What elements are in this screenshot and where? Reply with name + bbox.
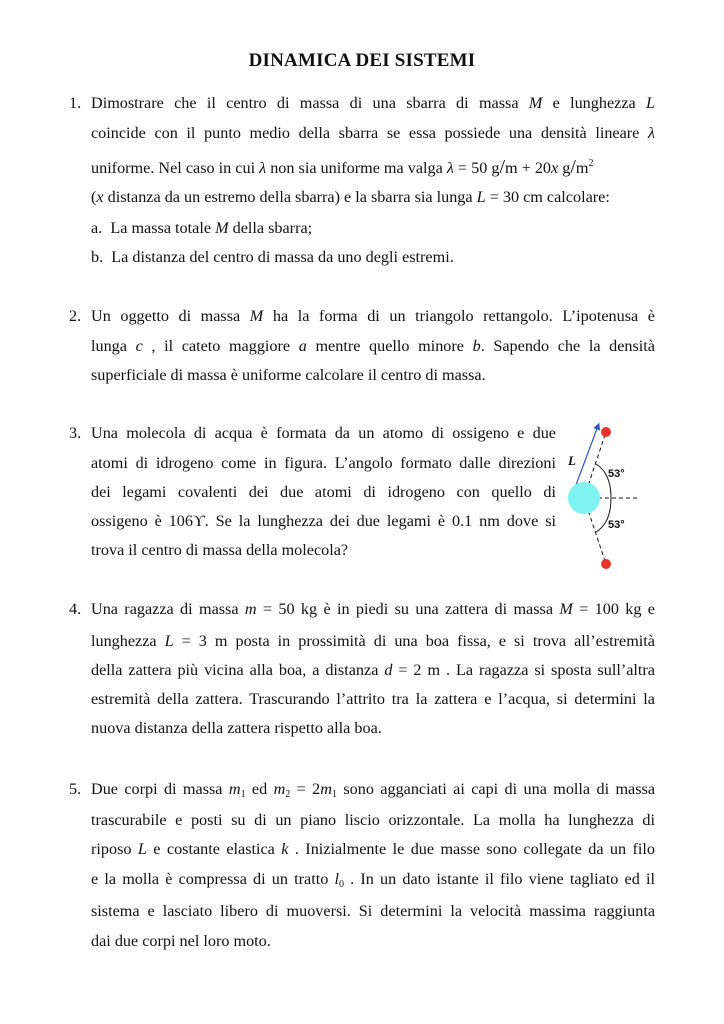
problem-line: dei legami covalenti dei due atomi di idrogeno con quello di: [91, 483, 556, 501]
problem-line: Due corpi di massa $m_1$ ed $m_2 = 2m_1$ sono agganciati ai capi di una molla di massa: [91, 780, 656, 800]
problem-line: Una ragazza di massa m = 50 kg è in piedi su una zattera di massa M = 100 kg e: [91, 600, 655, 618]
problem-line: superficiale di massa è uniforme calcolare il centro di massa.: [91, 366, 486, 384]
hydrogen-atom-upper: [601, 427, 611, 437]
page-title: DINAMICA DEI SISTEMI: [248, 50, 476, 71]
oxygen-atom: [568, 482, 600, 514]
angle-label-upper: 53°: [608, 468, 625, 480]
problem-line: nuova distanza della zattera rispetto alla boa.: [91, 719, 382, 737]
problem-number: 1.: [69, 94, 82, 112]
list-item: b. La distanza del centro di massa da uno degli estremi.: [91, 248, 454, 266]
problem-line: atomi di idrogeno come in figura. L’angolo formato dalle direzioni: [91, 454, 556, 472]
problem-line: sistema e lasciato libero di muoversi. Si determini la velocità massima raggiunta: [91, 902, 655, 920]
problem-line: e la molla è compressa di un tratto $l_0$ . In un dato istante il filo viene tagliato ed il: [91, 870, 655, 890]
problem-line: ossigeno è 106ϒ. Se la lunghezza dei due legami è 0.1 nm dove si: [91, 512, 556, 530]
problem-line: della zattera più vicina alla boa, a distanza d = 2 m . La ragazza si sposta sull’altra: [91, 661, 655, 679]
water-molecule-figure: [545, 418, 640, 578]
problem-line: estremità della zattera. Trascurando l’attrito tra la zattera e l’acqua, si determini la: [91, 690, 655, 708]
hydrogen-atom-lower: [601, 559, 611, 569]
problem-line: Dimostrare che il centro di massa di una sbarra di massa M e lunghezza L: [91, 94, 655, 112]
problem-number: 5.: [69, 780, 82, 798]
length-label: L: [568, 453, 576, 468]
problem-number: 4.: [69, 600, 82, 618]
problem-line: uniforme. Nel caso in cui λ non sia uniforme ma valga λ = 50 g/m + 20x $g/m^2$: [91, 156, 594, 178]
density-formula: λ = 50 g/m + 20x $g/m^2$: [446, 156, 594, 178]
problem-line: dai due corpi nel loro moto.: [91, 932, 271, 950]
problem-line: trova il centro di massa della molecola?: [91, 541, 349, 559]
problem-number: 3.: [69, 424, 82, 442]
problem-line: Una molecola di acqua è formata da un atomo di ossigeno e due: [91, 424, 556, 442]
problem-line: lunghezza L = 3 m posta in prossimità di una boa fissa, e si trova all’estremità: [91, 632, 655, 650]
problem-line: lunga c , il cateto maggiore a mentre quello minore b. Sapendo che la densità: [91, 337, 655, 355]
problem-line: (x distanza da un estremo della sbarra) e la sbarra sia lunga L = 30 cm calcolare:: [91, 188, 610, 206]
problem-line: Un oggetto di massa M ha la forma di un triangolo rettangolo. L’ipotenusa è: [91, 307, 655, 325]
list-item: a. La massa totale M della sbarra;: [91, 219, 313, 237]
problem-line: coincide con il punto medio della sbarra se essa possiede una densità lineare λ: [91, 124, 655, 142]
problem-line: trascurabile e posti su di un piano liscio orizzontale. La molla ha lunghezza di: [91, 811, 655, 829]
problem-number: 2.: [69, 307, 82, 325]
problem-line: riposo L e costante elastica k . Inizialmente le due masse sono collegate da un filo: [91, 840, 655, 858]
angle-label-lower: 53°: [608, 519, 625, 531]
